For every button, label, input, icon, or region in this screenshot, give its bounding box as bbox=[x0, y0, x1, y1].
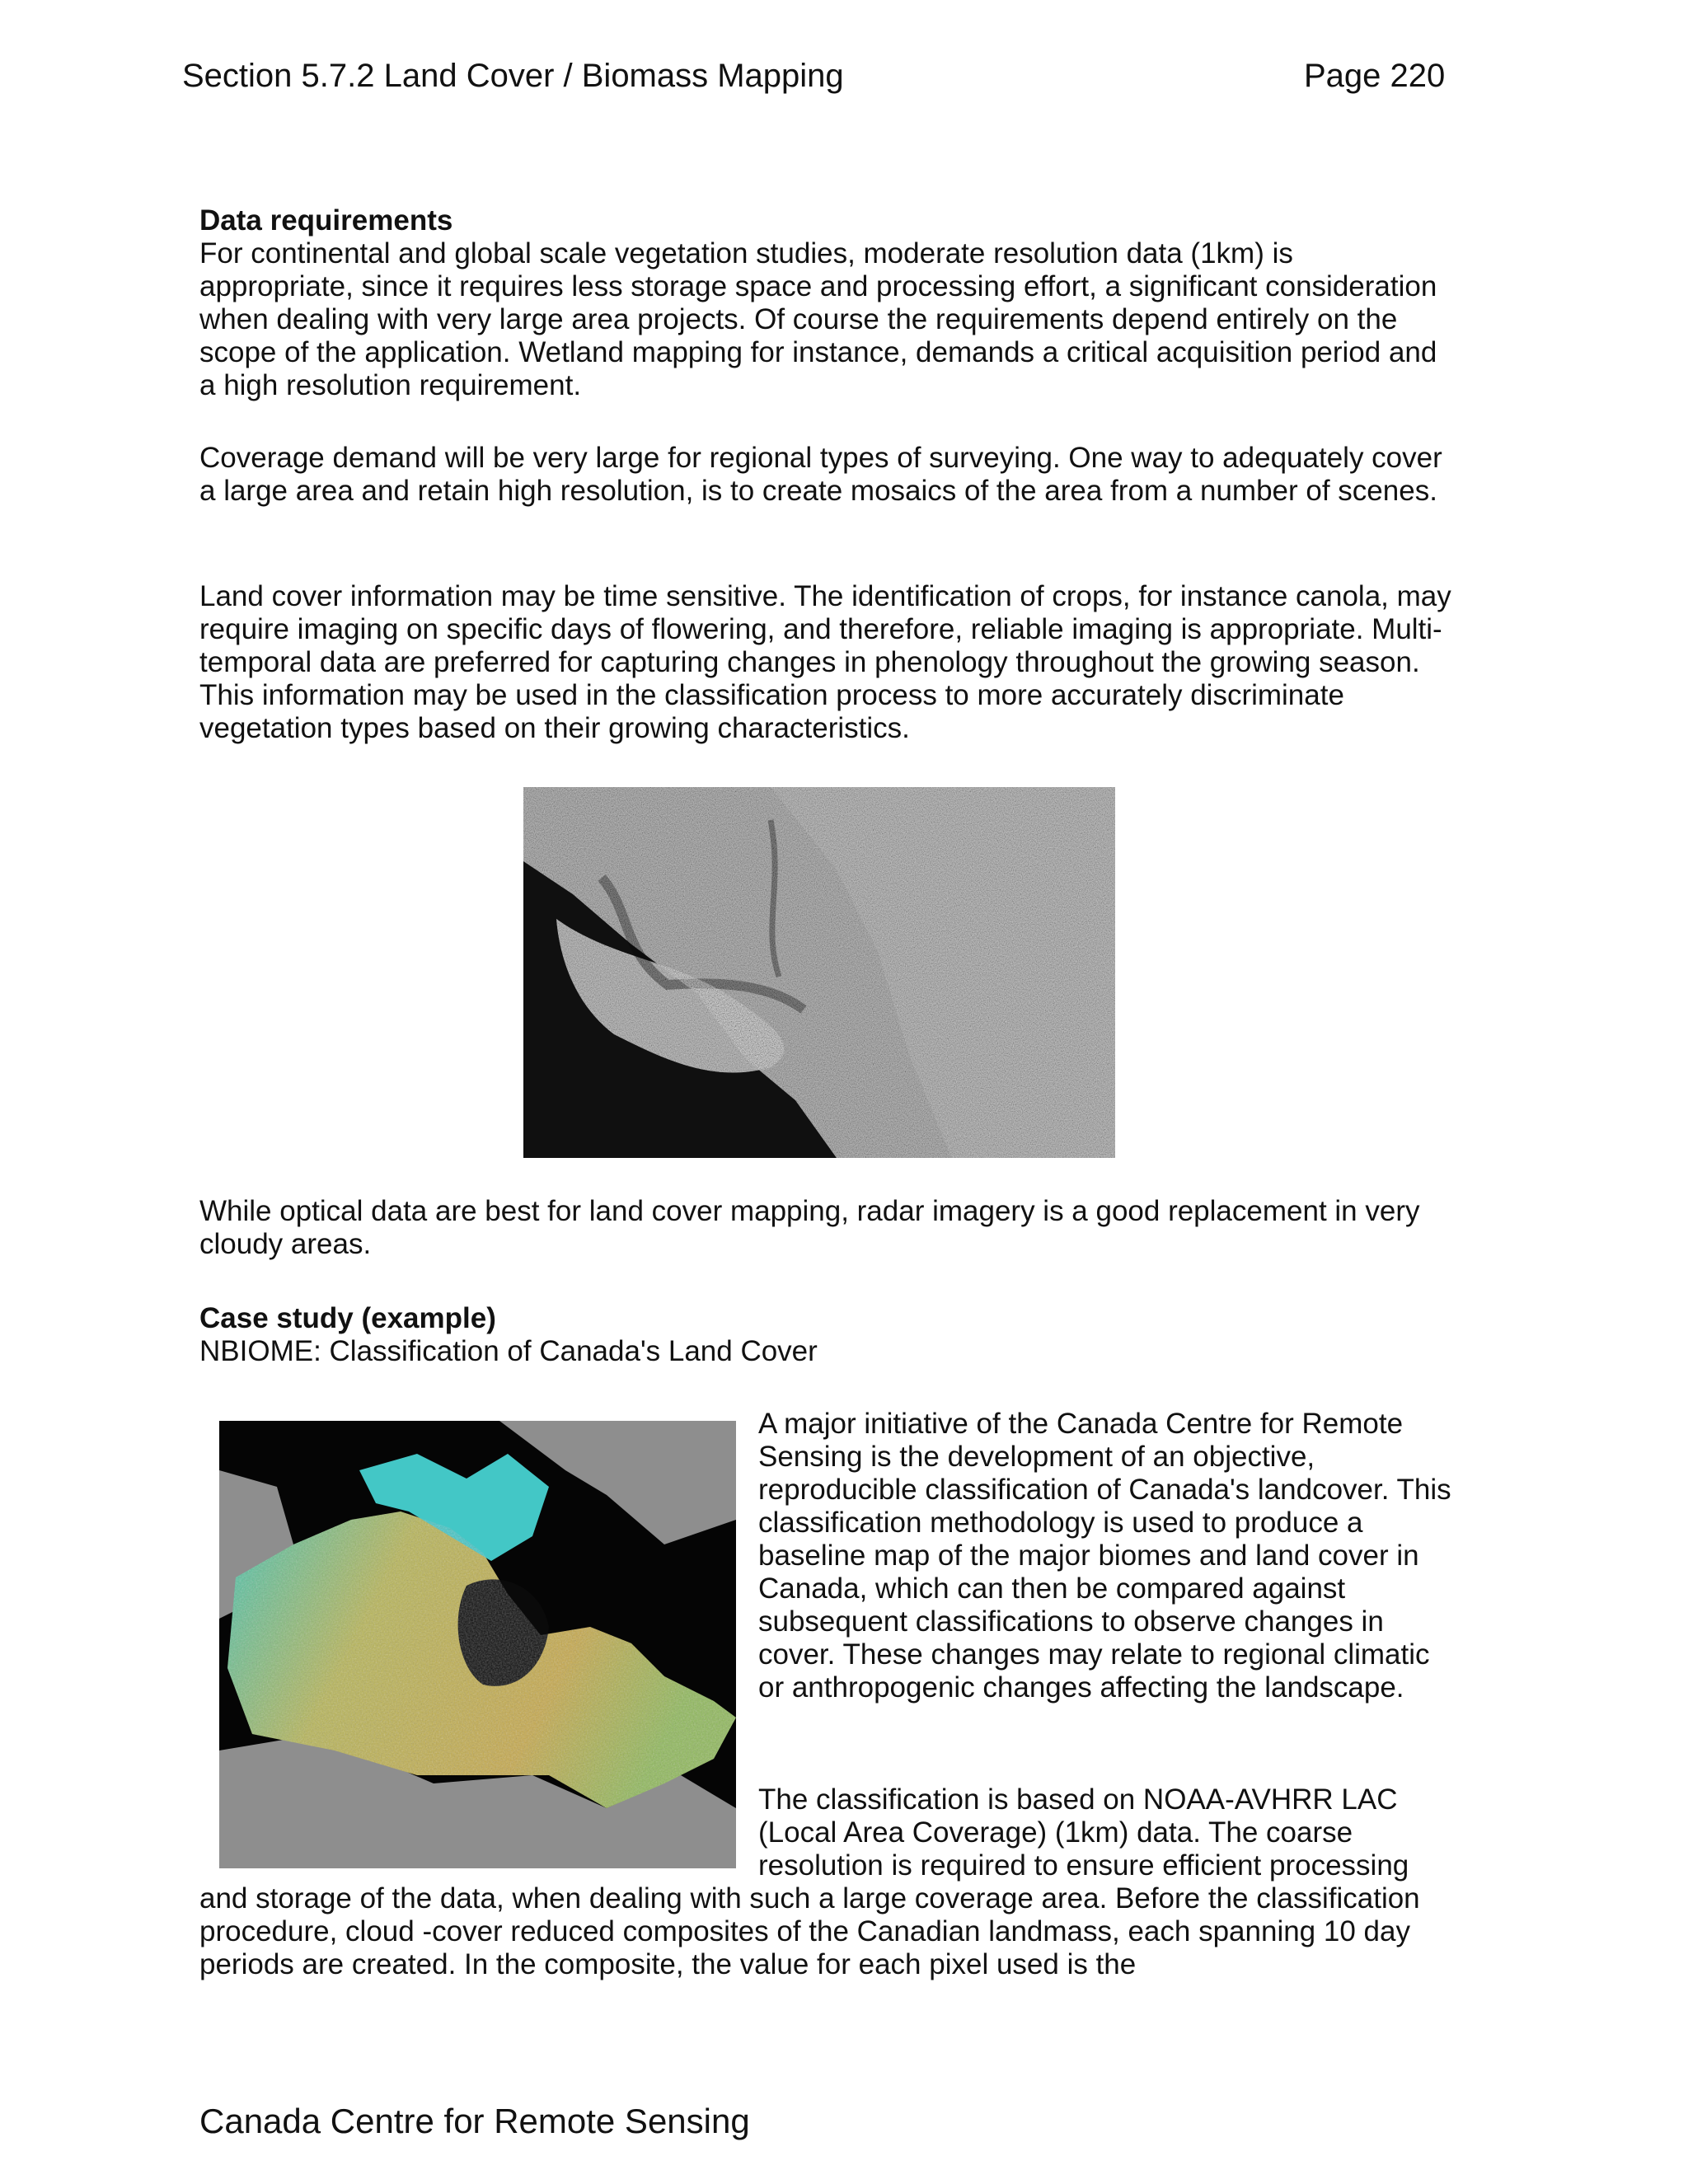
data-requirements-paragraph-2: Coverage demand will be very large for regional types of surveying. One way to adequately cover a large area and retain high resolution, is to create mosaics of the area from a number of scenes. bbox=[199, 442, 1442, 507]
case-study-heading: Case study (example) bbox=[199, 1302, 496, 1334]
radar-image bbox=[523, 787, 1115, 1158]
footer-credit: Canada Centre for Remote Sensing bbox=[199, 2102, 750, 2140]
canada-land-cover-map bbox=[219, 1421, 736, 1868]
case-study-paragraph-2-start: The classification is based on NOAA-AVHRR LAC (Local Area Coverage) (1km) data. The coarse resolution is required to ensure efficient processing bbox=[758, 1783, 1409, 1882]
page-number: Page 220 bbox=[1304, 58, 1446, 94]
data-requirements-heading: Data requirements bbox=[199, 204, 453, 237]
case-study-subtitle: NBIOME: Classification of Canada's Land Cover bbox=[199, 1335, 818, 1367]
case-study-paragraph-2-continued: and storage of the data, when dealing with such a large coverage area. Before the classification procedure, cloud -cover reduced composites of the Canadian landmass, each spanning 10 day periods are created. In the composite, the value for each pixel used is the bbox=[199, 1882, 1420, 1980]
section-title: Section 5.7.2 Land Cover / Biomass Mapping bbox=[182, 58, 844, 94]
data-requirements-paragraph-3: Land cover information may be time sensitive. The identification of crops, for instance canola, may require imaging on specific days of flowering, and therefore, reliable imaging is appropriate. Multi-temporal data are preferred for capturing changes in phenology throughout the growing season. This information may be used in the classification process to more accurately discriminate vegetation types based on their growing characteristics. bbox=[199, 580, 1451, 744]
radar-paragraph: While optical data are best for land cover mapping, radar imagery is a good replacement in very cloudy areas. bbox=[199, 1195, 1420, 1260]
data-requirements-paragraph-1: For continental and global scale vegetation studies, moderate resolution data (1km) is appropriate, since it requires less storage space and processing effort, a significant consideration when dealing with very large area projects. Of course the requirements depend entirely on the scope of the application. Wetland mapping for instance, demands a critical acquisition period and a high resolution requirement. bbox=[199, 237, 1437, 401]
case-study-paragraph-1: A major initiative of the Canada Centre for Remote Sensing is the development of an objective, reproducible classification of Canada's landcover. This classification methodology is used to produce a baseline map of the major biomes and land cover in Canada, which can then be compared against subsequent classifications to observe changes in cover. These changes may relate to regional climatic or anthropogenic changes affecting the landscape. bbox=[758, 1408, 1451, 1704]
